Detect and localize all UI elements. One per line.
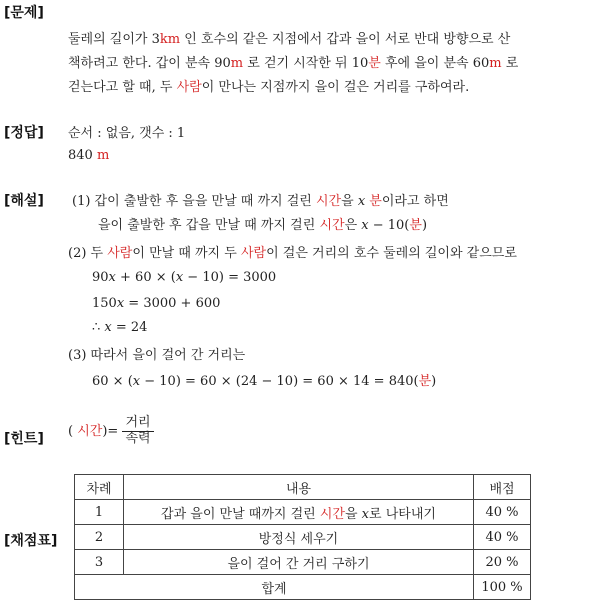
scoring-table	[74, 474, 531, 600]
problem-label: [문제]	[4, 5, 44, 21]
explanation-label: [해설]	[4, 193, 44, 209]
explanation-step-2: (2) 두 사람이 만날 때 까지 두 사람이 걸은 거리의 호수 둘레의 길이와 같으므로	[68, 246, 517, 261]
equation-1: 90x + 60 × (x − 10) = 3000	[92, 270, 277, 285]
table-header-row	[75, 475, 531, 500]
header-content: 내용	[124, 475, 474, 500]
hint-fraction	[122, 416, 153, 447]
answer-label: [정답]	[4, 125, 44, 141]
problem-line-2: 책하려고 한다. 갑이 분속 90m 로 걷기 시작한 뒤 10분 후에 을이 분속 60m 로	[68, 56, 519, 71]
hint-denominator: 속력	[125, 430, 151, 446]
table-row: 1 갑과 을이 만날 때까지 걸린 시간을 x로 나타내기 40 %	[75, 500, 531, 525]
answer-meta: 순서 : 없음, 갯수 : 1	[68, 126, 186, 141]
unit-km: km	[159, 32, 181, 47]
table-row: 3 을이 걸어 간 거리 구하기 20 %	[75, 550, 531, 575]
explanation-step-1b: 을이 출발한 후 갑을 만날 때 까지 걸린 시간은 x − 10(분)	[98, 218, 428, 233]
explanation-step-1a: (1) 갑이 출발한 후 을을 만날 때 까지 걸린 시간을 x 분이라고 하면	[72, 194, 449, 209]
equation-3: ∴ x = 24	[92, 320, 148, 335]
scoring-label: [채점표]	[4, 533, 58, 549]
hint-numerator: 거리	[122, 416, 153, 432]
header-score: 배점	[474, 475, 531, 500]
equation-2: 150x = 3000 + 600	[92, 296, 221, 311]
explanation-step-3: (3) 따라서 을이 걸어 간 거리는	[68, 348, 246, 363]
hint-formula: ( 시간)= $\frac{\text{거리}}{\text{속력}}$	[68, 416, 154, 447]
equation-4: 60 × (x − 10) = 60 × (24 − 10) = 60 × 14 = 840(분)	[92, 374, 437, 389]
table-total-row: 합계 100 %	[75, 575, 531, 600]
table-row: 2 방정식 세우기 40 %	[75, 525, 531, 550]
hint-label: [힌트]	[4, 431, 44, 447]
problem-line-1: 둘레의 길이가 3km 인 호수의 같은 지점에서 갑과 을이 서로 반대 방향으로 산	[68, 32, 511, 47]
header-order: 차례	[75, 475, 124, 500]
problem-line-3: 걷는다고 할 때, 두 사람이 만나는 지점까지 을이 걸은 거리를 구하여라.	[68, 80, 470, 95]
answer-value: 840 m	[68, 148, 110, 163]
